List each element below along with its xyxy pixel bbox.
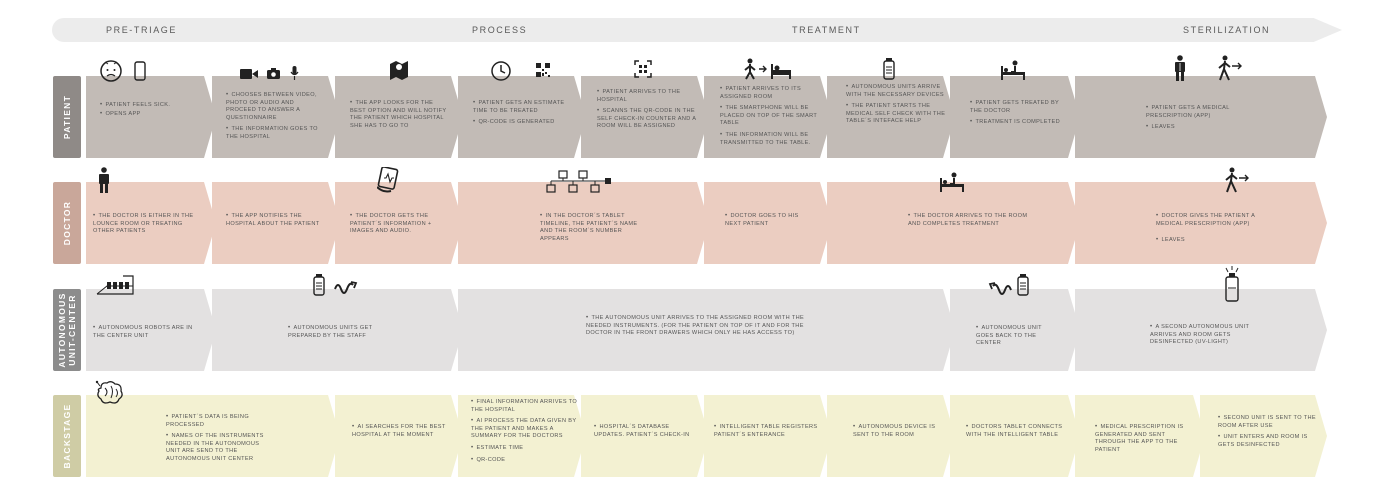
list-item: • AUTONOMOUS UNIT GOES BACK TO THE CENTER: [976, 325, 1061, 348]
backstage-step-2-text: [352, 424, 452, 443]
list-item: • PATIENT GETS AN ESTIMATE TIME TO BE TREATED: [473, 100, 573, 115]
uv-unit-icon: [1224, 266, 1240, 302]
autonomous-unit-icon: [883, 58, 895, 80]
unit-step-5-text: [1150, 324, 1260, 351]
photo-camera-icon: [267, 68, 280, 79]
list-item: • THE PATIENT STARTS THE MEDICAL SELF CHECK WITH THE TABLE´S INTEFACE HELP: [846, 103, 946, 126]
patient-step-9-text: [1146, 105, 1256, 136]
list-item: • DOCTOR GIVES THE PATIENT A MEDICAL PRESCRIPTION (APP): [1156, 213, 1266, 228]
list-item: • MEDICAL PRESCRIPTION IS GENERATED AND SENT THROUGH THE APP TO THE PATIENT: [1095, 424, 1195, 454]
list-item: • QR-CODE: [471, 457, 579, 465]
list-item: • THE INFORMATION GOES TO THE HOSPITAL: [226, 126, 326, 141]
lane-label-backstage: BACKSTAGE: [53, 395, 81, 477]
list-item: • TREATMENT IS COMPLETED: [970, 119, 1070, 127]
patient-step-8-text: [970, 100, 1070, 131]
phase-treatment: TREATMENT: [792, 25, 861, 35]
doctor-step-1-text: [93, 213, 203, 240]
backstage-step-6-text: [853, 424, 943, 443]
patient-step-4-text: [473, 100, 573, 131]
sick-face-icon: [98, 58, 124, 84]
autonomous-unit-icon: [1017, 274, 1029, 296]
list-item: • NAMES OF THE INSTRUMENTS NEEDED IN THE AUTONOMOUS UNIT ARE SEND TO THE AUTONOMOUS UNIT CENTER: [166, 433, 266, 463]
clock-icon: [490, 60, 512, 82]
list-item: • A SECOND AUTONOMOUS UNIT ARRIVES AND ROOM GETS DESINFECTED (UV-LIGHT): [1150, 324, 1260, 347]
doctor-step-2-text: [226, 213, 331, 232]
list-item: • PATIENT´S DATA IS BEING PROCESSED: [166, 414, 266, 429]
timeline-icon: [545, 170, 615, 194]
list-item: • THE INFORMATION WILL BE TRANSMITTED TO THE TABLE.: [720, 132, 820, 147]
doctor-step-4-text: [540, 213, 640, 247]
list-item: • FINAL INFORMATION ARRIVES TO THE HOSPITAL: [471, 399, 579, 414]
list-item: • LEAVES: [1156, 237, 1266, 245]
treatment-icon: [940, 172, 964, 192]
list-item: • PATIENT FEELS SICK.: [100, 102, 200, 110]
patient-step-2-text: [226, 92, 326, 146]
phase-pre-triage: PRE-TRIAGE: [106, 25, 178, 35]
doctor-step-7-text: [1156, 213, 1266, 249]
phase-bar: [52, 18, 1342, 42]
patient-step-6-text: [720, 86, 820, 151]
map-pin-icon: [388, 58, 410, 80]
doctor-step-3-text: [350, 213, 450, 240]
tablet-icon: [377, 167, 401, 193]
list-item: • DOCTORS TABLET CONNECTS WITH THE INTELLIGENT TABLE: [966, 424, 1071, 439]
lane-label-patient: PATIENT: [53, 76, 81, 158]
phase-process: PROCESS: [472, 25, 528, 35]
doctor-icon: [97, 167, 111, 193]
list-item: • PATIENT GETS A MEDICAL PRESCRIPTION (APP): [1146, 105, 1256, 120]
list-item: • THE AUTONOMOUS UNIT ARRIVES TO THE ASSIGNED ROOM WITH THE NEEDED INSTRUMENTS. (FOR THE PATIENT ON TOP OF IT AND FOR THE DOCTOR IN THE FRONT DRAWERS WHICH ONLY HE HAS ACCESS TO): [586, 315, 816, 338]
backstage-step-8-text: [1095, 424, 1195, 458]
backstage-step-5-text: [714, 424, 819, 443]
unit-step-1-text: [93, 325, 193, 344]
backstage-step-1-text: [166, 414, 266, 468]
list-item: • CHOOSES BETWEEN VIDEO, PHOTO OR AUDIO AND PROCEED TO ANSWER A QUESTIONNAIRE: [226, 92, 326, 122]
smartphone-icon: [134, 61, 146, 81]
list-item: • THE DOCTOR ARRIVES TO THE ROOM AND COMPLETES TREATMENT: [908, 213, 1028, 228]
list-item: • QR-CODE IS GENERATED: [473, 119, 573, 127]
doctor-step-6-text: [908, 213, 1028, 232]
lane-label-autonomous-unit-center: AUTONOMOUS UNIT-CENTER: [53, 289, 81, 371]
unit-step-4-text: [976, 325, 1061, 352]
lane-label-doctor: DOCTOR: [53, 182, 81, 264]
unit-step-3-text: [586, 315, 816, 342]
list-item: • PATIENT ARRIVES TO ITS ASSIGNED ROOM: [720, 86, 820, 101]
leave-icon: [1217, 55, 1243, 81]
wave-arrow-icon: [988, 281, 1012, 295]
backstage-step-3-text: [471, 399, 579, 468]
wave-arrow-icon: [334, 280, 358, 294]
list-item: • INTELLIGENT TABLE REGISTERS PATIENT´S ENTERANCE: [714, 424, 819, 439]
patient-step-7-text: [846, 84, 946, 130]
robots-icon: [93, 272, 137, 298]
patient-to-bed-icon: [744, 58, 794, 80]
leave-icon: [1224, 167, 1250, 193]
phase-sterilization: STERILIZATION: [1183, 25, 1271, 35]
list-item: • LEAVES: [1146, 124, 1256, 132]
list-item: • AI PROCESS THE DATA GIVEN BY THE PATIENT AND MAKES A SUMMARY FOR THE DOCTORS: [471, 418, 579, 441]
brain-icon: [95, 380, 125, 406]
list-item: • SCANNS THE QR-CODE IN THE SELF CHECK-IN COUNTER AND A ROOM WILL BE ASSIGNED: [597, 108, 697, 131]
list-item: • ESTIMATE TIME: [471, 445, 579, 453]
list-item: • AUTONOMOUS UNITS ARRIVE WITH THE NECESSARY DEVICES: [846, 84, 946, 99]
list-item: • THE APP LOOKS FOR THE BEST OPTION AND WILL NOTIFY THE PATIENT WHICH HOSPITAL SHE HAS TO GO TO: [350, 100, 450, 130]
list-item: • SECOND UNIT IS SENT TO THE ROOM AFTER USE: [1218, 415, 1318, 430]
patient-step-5-text: [597, 89, 697, 135]
list-item: • AI SEARCHES FOR THE BEST HOSPITAL AT THE MOMENT: [352, 424, 452, 439]
list-item: • THE DOCTOR IS EITHER IN THE LOUNCE ROOM OR TREATING OTHER PATIENTS: [93, 213, 203, 236]
unit-step-2-text: [288, 325, 388, 344]
patient-step-3-text: [350, 100, 450, 134]
list-item: • PATIENT GETS TREATED BY THE DOCTOR: [970, 100, 1070, 115]
qr-scan-icon: [634, 60, 652, 78]
backstage-step-4-text: [594, 424, 699, 443]
list-item: • HOSPITAL´S DATABASE UPDATES. PATIENT´S CHECK-IN: [594, 424, 699, 439]
list-item: • PATIENT ARRIVES TO THE HOSPITAL: [597, 89, 697, 104]
list-item: • THE APP NOTIFIES THE HOSPITAL ABOUT THE PATIENT: [226, 213, 331, 228]
list-item: • AUTONOMOUS DEVICE IS SENT TO THE ROOM: [853, 424, 943, 439]
qr-code-icon: [536, 63, 550, 77]
backstage-step-7-text: [966, 424, 1071, 443]
list-item: • AUTONOMOUS UNITS GET PREPARED BY THE STAFF: [288, 325, 388, 340]
treatment-icon: [1001, 60, 1025, 80]
doctor-icon: [1173, 55, 1187, 81]
list-item: • AUTONOMOUS ROBOTS ARE IN THE CENTER UNIT: [93, 325, 193, 340]
list-item: • THE DOCTOR GETS THE PATIENT´S INFORMATION + IMAGES AND AUDIO.: [350, 213, 450, 236]
patient-step-1-text: [100, 102, 200, 122]
list-item: • DOCTOR GOES TO HIS NEXT PATIENT: [725, 213, 805, 228]
list-item: • OPENS APP: [100, 111, 200, 119]
autonomous-unit-icon: [313, 274, 325, 296]
video-camera-icon: [240, 68, 258, 80]
microphone-icon: [290, 66, 299, 80]
list-item: • IN THE DOCTOR´S TABLET TIMELINE, THE PATIENT´S NAME AND THE ROOM´S NUMBER APPEARS: [540, 213, 640, 243]
backstage-step-9-text: [1218, 415, 1318, 453]
doctor-step-5-text: [725, 213, 805, 232]
list-item: • THE SMARTPHONE WILL BE PLACED ON TOP OF THE SMART TABLE: [720, 105, 820, 128]
list-item: • UNIT ENTERS AND ROOM IS GETS DESINFECTED: [1218, 434, 1318, 449]
